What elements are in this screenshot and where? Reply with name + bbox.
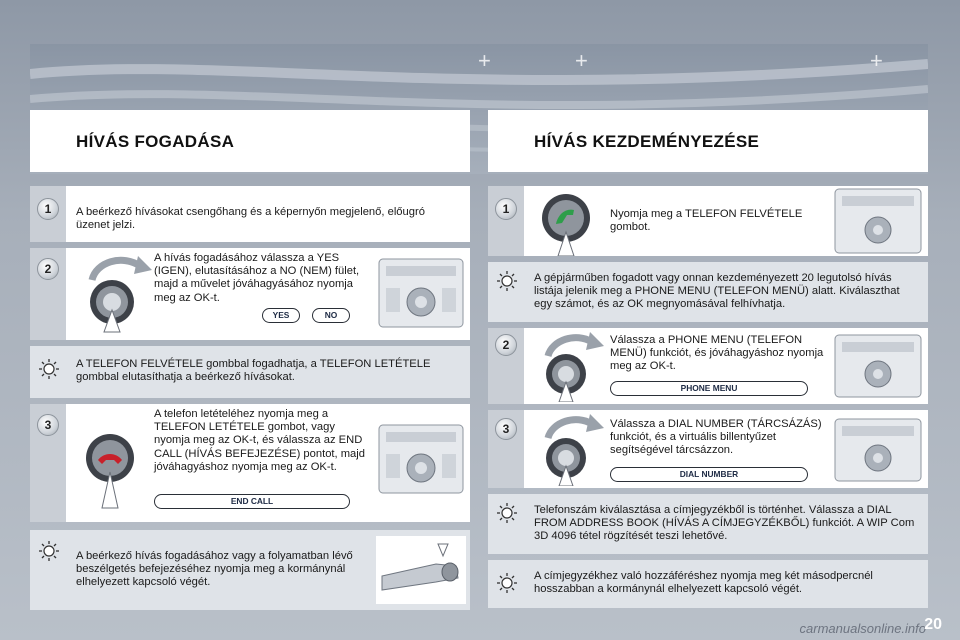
yes-tab[interactable]: YES (262, 308, 300, 323)
hangup-button-icon (82, 422, 158, 512)
left-step3-text: A telefon letételéhez nyomja meg a TELEFON LETÉTELE gombot, vagy nyomja meg az OK-t, és válassza az END CALL (HÍVÁS BEFEJEZÉSE) pontot, majd jóváhagyáshoz nyomja meg az OK-t. (154, 408, 365, 473)
right-step3-text: Válassza a DIAL NUMBER (TÁRCSÁZÁS) funkciót, és a virtuális billentyűzet segítségével tárcsázzon. (610, 418, 822, 457)
right-tip1-panel (488, 262, 928, 322)
right-step1-panel (488, 186, 928, 256)
step-number-badge: 3 (495, 418, 517, 440)
rotary-knob-icon (540, 330, 606, 402)
no-tab[interactable]: NO (312, 308, 350, 323)
step-number-badge: 1 (37, 198, 59, 220)
right-title-box (488, 110, 928, 172)
right-tip2-panel (488, 494, 928, 554)
right-tip2-text: Telefonszám kiválasztása a címjegyzékből is történhet. Válassza a DIAL FROM ADDRESS BOOK (HÍVÁS A CÍMJEGYZÉKBŐL) funkciót. A WIP Com 3D 4096 tétel rögzítését teszi lehetővé. (534, 504, 915, 543)
radio-unit-icon (834, 334, 922, 398)
rotary-knob-icon (540, 412, 606, 486)
page-number: 20 (924, 616, 942, 633)
right-tip1-text: A gépjárműben fogadott vagy onnan kezdeményezett 20 legutolsó hívás listája jelenik meg a PHONE MENU (TELEFON MENÜ) alatt. Kiválaszthat egy számot, és az OK megnyomásával felhívhatja. (534, 272, 900, 311)
dial-number-tab[interactable]: DIAL NUMBER (610, 467, 808, 482)
right-section-title: HÍVÁS KEZDEMÉNYEZÉSE (534, 132, 760, 151)
right-tip3-text: A címjegyzékhez való hozzáféréshez nyomja meg két másodpercnél hosszabban a kormánynál elhelyezett kapcsoló végét. (534, 570, 873, 596)
step-number-badge: 1 (495, 198, 517, 220)
tip-sun-icon (38, 540, 60, 562)
plus-decoration: + (575, 48, 588, 73)
left-section-title: HÍVÁS FOGADÁSA (76, 132, 235, 151)
answer-button-icon (540, 190, 600, 256)
left-step3-panel (30, 404, 470, 522)
step-number-badge: 2 (37, 258, 59, 280)
number-column (488, 186, 524, 256)
left-tip1-text: A TELEFON FELVÉTELE gombbal fogadhatja, a TELEFON LETÉTELE gombbal elutasíthatja a beérkező hívásokat. (76, 358, 431, 384)
plus-decoration: + (870, 48, 883, 73)
right-step2-panel (488, 328, 928, 404)
right-step3-panel (488, 410, 928, 488)
right-step2-text: Válassza a PHONE MENU (TELEFON MENÜ) funkciót, és jóváhagyáshoz nyomja meg az OK-t. (610, 334, 824, 373)
left-step2-panel (30, 248, 470, 340)
left-step1-panel (30, 186, 470, 242)
left-step1-text: A beérkező hívásokat csengőhang és a képernyőn megjelenő, előugró üzenet jelzi. (76, 206, 425, 232)
steering-stalk-icon (376, 536, 466, 604)
tip-sun-icon (38, 358, 60, 380)
left-title-box (30, 110, 470, 172)
step-number-badge: 3 (37, 414, 59, 436)
right-step1-text: Nyomja meg a TELEFON FELVÉTELE gombot. (610, 208, 803, 234)
left-tip2-text: A beérkező hívás fogadásához vagy a folyamatban lévő beszélgetés befejezéséhez nyomja meg a kormánynál elhelyezett kapcsoló végét. (76, 550, 353, 589)
left-step2-text: A hívás fogadásához válassza a YES (IGEN), elutasításához a NO (NEM) fület, majd a művelet jóváhagyásához nyomja meg az OK-t. (154, 252, 360, 304)
watermark: carmanualsonline.info (799, 621, 926, 636)
radio-unit-icon (834, 418, 922, 482)
radio-unit-icon (834, 188, 922, 254)
phone-menu-tab[interactable]: PHONE MENU (610, 381, 808, 396)
tip-sun-icon (496, 502, 518, 524)
plus-decoration: + (478, 48, 491, 73)
tip-sun-icon (496, 572, 518, 594)
radio-unit-icon (378, 258, 464, 328)
end-call-tab[interactable]: END CALL (154, 494, 350, 509)
radio-unit-icon (378, 424, 464, 494)
right-tip3-panel (488, 560, 928, 608)
left-tip2-panel (30, 530, 470, 610)
rotary-knob-icon (82, 252, 158, 336)
step-number-badge: 2 (495, 334, 517, 356)
tip-sun-icon (496, 270, 518, 292)
left-tip1-panel (30, 346, 470, 398)
